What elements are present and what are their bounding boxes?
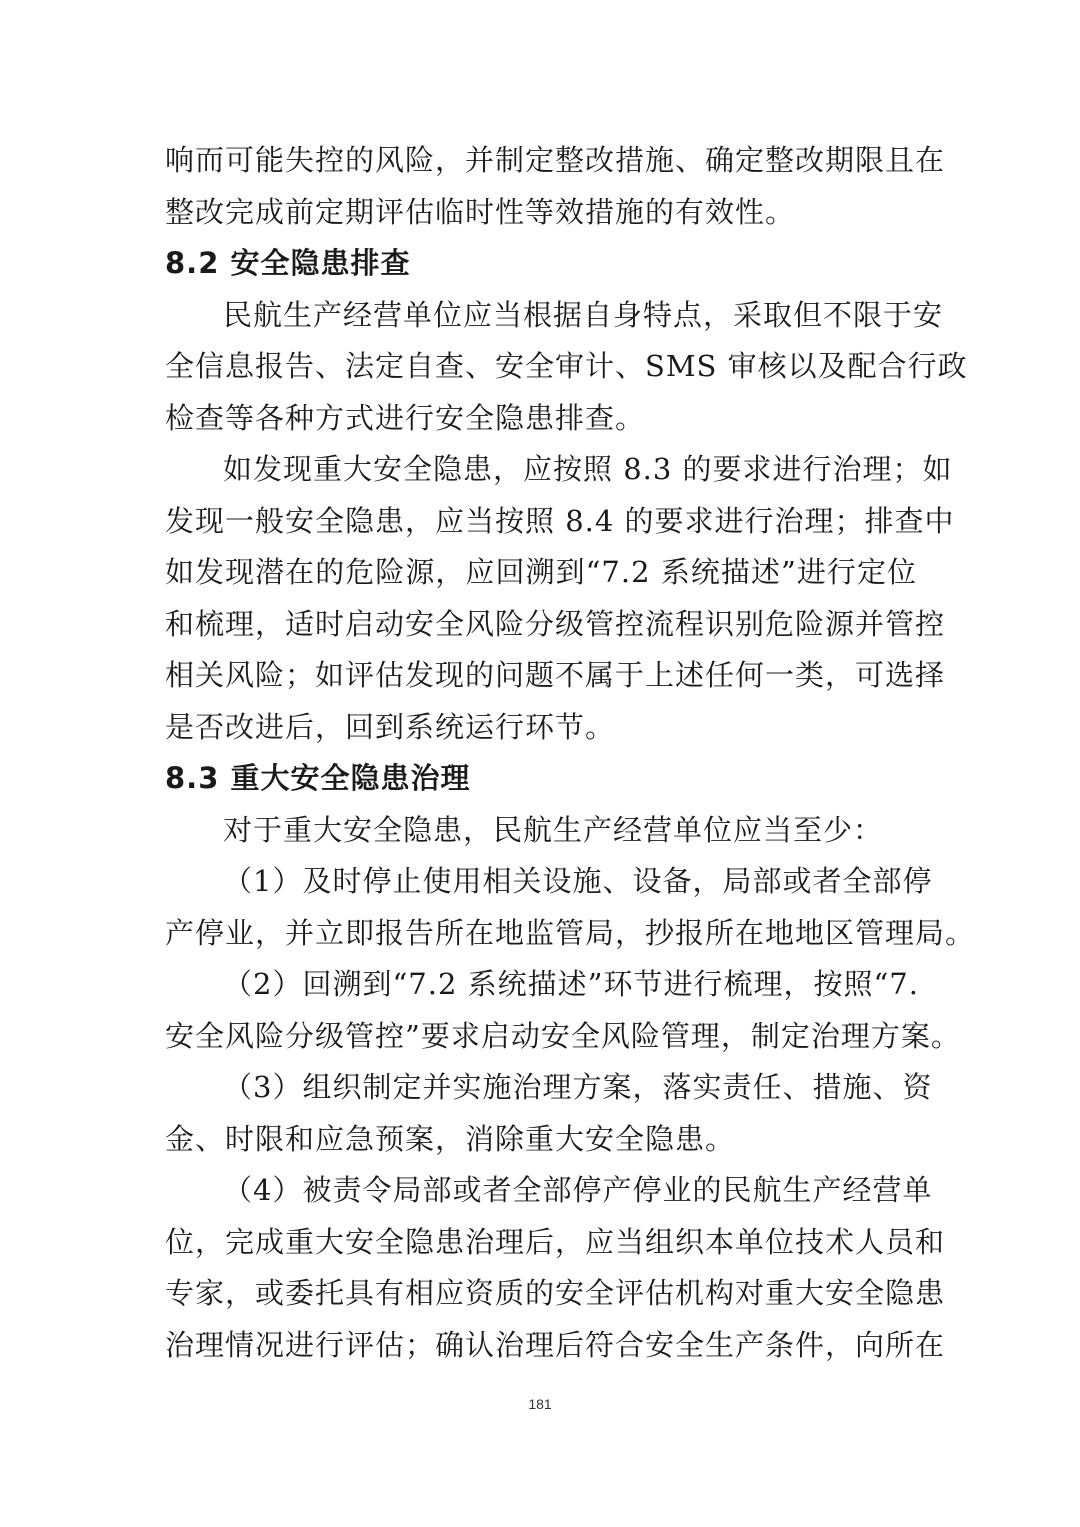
text-line: （1）及时停止使用相关设施、设备，局部或者全部停: [223, 864, 933, 898]
text-line: （3）组织制定并实施治理方案，落实责任、措施、资: [223, 1070, 933, 1104]
paragraph-hazard-screening: [165, 290, 968, 445]
text-line: 金、时限和应急预案，消除重大安全隐患。: [165, 1121, 736, 1156]
section-heading-8-2: 8.2 安全隐患排查: [165, 246, 411, 280]
text-line: 是否改进后，回到系统运行环节。: [165, 709, 616, 744]
text-line: 对于重大安全隐患，民航生产经营单位应当至少：: [223, 812, 884, 847]
text-line: 全信息报告、法定自查、安全审计、SMS 审核以及配合行政: [165, 349, 968, 383]
paragraph-intro: [165, 805, 917, 857]
text-line: （4）被责令局部或者全部停产停业的民航生产经营单: [223, 1173, 933, 1207]
text-line: （2）回溯到“7.2 系统描述”环节进行梳理，按照“7.: [223, 967, 919, 1001]
page-number: 181: [528, 1396, 552, 1412]
text-line: 发现一般安全隐患，应当按照 8.4 的要求进行治理；排查中: [165, 503, 955, 538]
section-heading-8-3: 8.3 重大安全隐患治理: [165, 761, 471, 795]
text-line: 专家，或委托具有相应资质的安全评估机构对重大安全隐患: [165, 1276, 946, 1310]
text-line: 检查等各种方式进行安全隐患排查。: [165, 400, 646, 435]
text-line: 整改完成前定期评估临时性等效措施的有效性。: [165, 194, 796, 229]
text-line: 和梳理，适时启动安全风险分级管控流程识别危险源并管控: [165, 606, 946, 641]
text-line: 如发现重大安全隐患，应按照 8.3 的要求进行治理；如: [223, 452, 953, 486]
list-item-1: [165, 856, 976, 959]
text-line: 民航生产经营单位应当根据自身特点，采取但不限于安: [223, 297, 944, 332]
text-line: 如发现潜在的危险源，应回溯到“7.2 系统描述”进行定位: [165, 555, 917, 589]
text-line: 安全风险分级管控”要求启动安全风险管理，制定治理方案。: [165, 1018, 961, 1053]
text-line: 产停业，并立即报告所在地监管局，抄报所在地地区管理局。: [165, 915, 976, 950]
list-item-3: [165, 1062, 933, 1165]
text-line: 相关风险；如评估发现的问题不属于上述任何一类，可选择: [165, 658, 946, 692]
document-body: [165, 135, 976, 1371]
paragraph-handling-rules: [165, 444, 955, 753]
paragraph-continuation: [165, 135, 946, 238]
text-line: 位，完成重大安全隐患治理后，应当组织本单位技术人员和: [165, 1224, 946, 1259]
list-item-4: [165, 1165, 946, 1371]
text-line: 响而可能失控的风险，并制定整改措施、确定整改期限且在: [165, 143, 946, 177]
list-item-2: [165, 959, 961, 1062]
text-line: 治理情况进行评估；确认治理后符合安全生产条件，向所在: [165, 1327, 946, 1362]
